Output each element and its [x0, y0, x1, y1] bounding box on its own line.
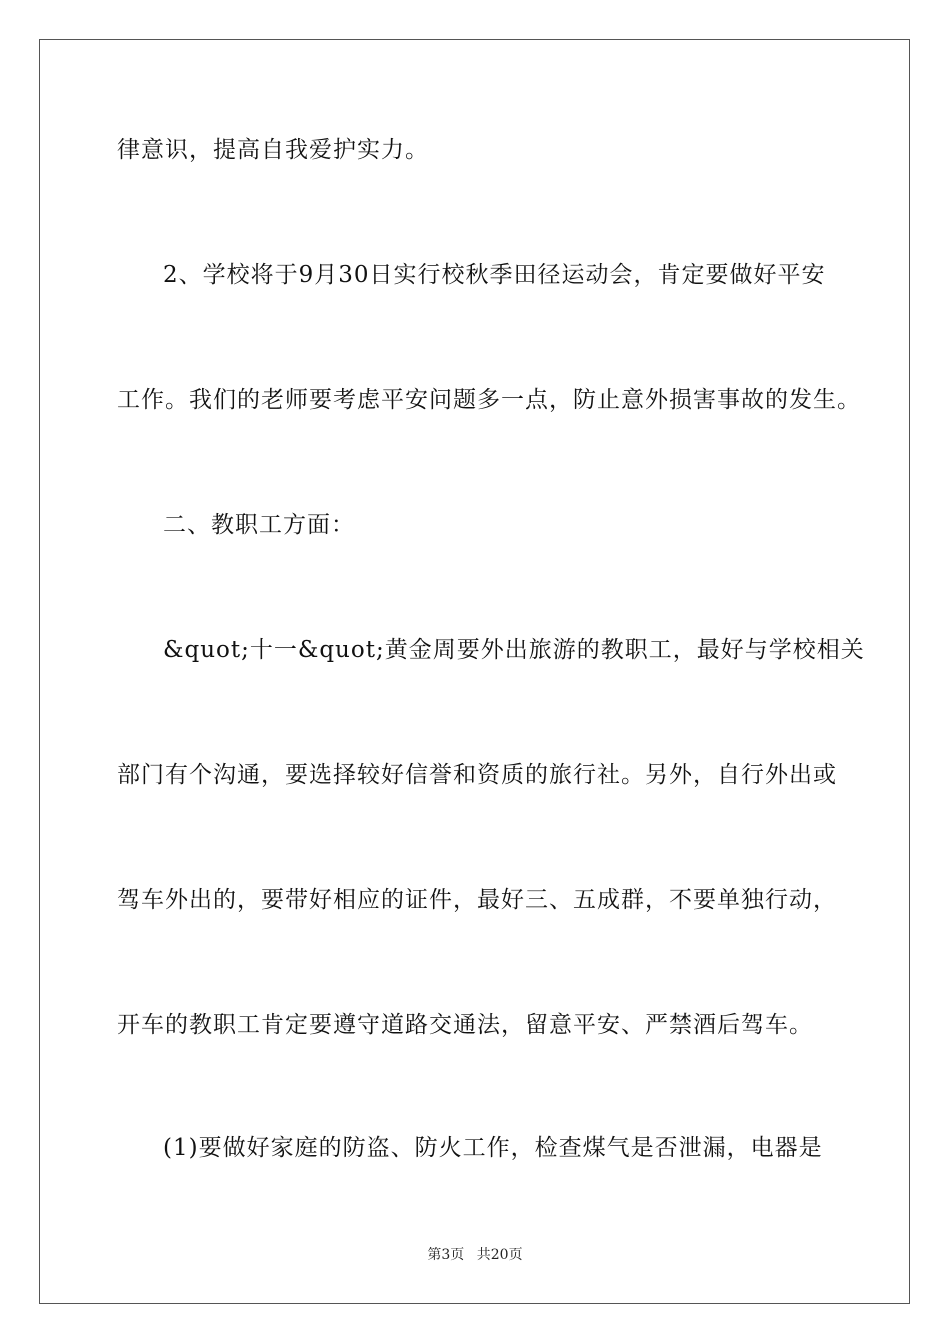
section-heading: 二、教职工方面：	[163, 512, 355, 538]
text-line-8: 开车的教职工肯定要遵守道路交通法，留意平安、严禁酒后驾车。	[117, 1012, 813, 1038]
text-line-1: 律意识，提高自我爱护实力。	[117, 137, 429, 163]
page-footer	[0, 1245, 950, 1265]
page-number: 第3页	[427, 1247, 465, 1263]
text-line-2: 2、学校将于9月30日实行校秋季田径运动会，肯定要做好平安	[163, 262, 826, 288]
text-line-6: 部门有个沟通，要选择较好信誉和资质的旅行社。另外，自行外出或	[117, 762, 837, 788]
text-line-9: (1)要做好家庭的防盗、防火工作，检查煤气是否泄漏，电器是	[163, 1135, 823, 1161]
text-line-7: 驾车外出的，要带好相应的证件，最好三、五成群，不要单独行动，	[117, 887, 837, 913]
page-total: 共20页	[476, 1247, 523, 1263]
text-line-5: &quot;十一&quot;黄金周要外出旅游的教职工，最好与学校相关	[163, 637, 865, 663]
page-frame	[39, 39, 910, 1304]
text-line-3: 工作。我们的老师要考虑平安问题多一点，防止意外损害事故的发生。	[117, 387, 861, 413]
